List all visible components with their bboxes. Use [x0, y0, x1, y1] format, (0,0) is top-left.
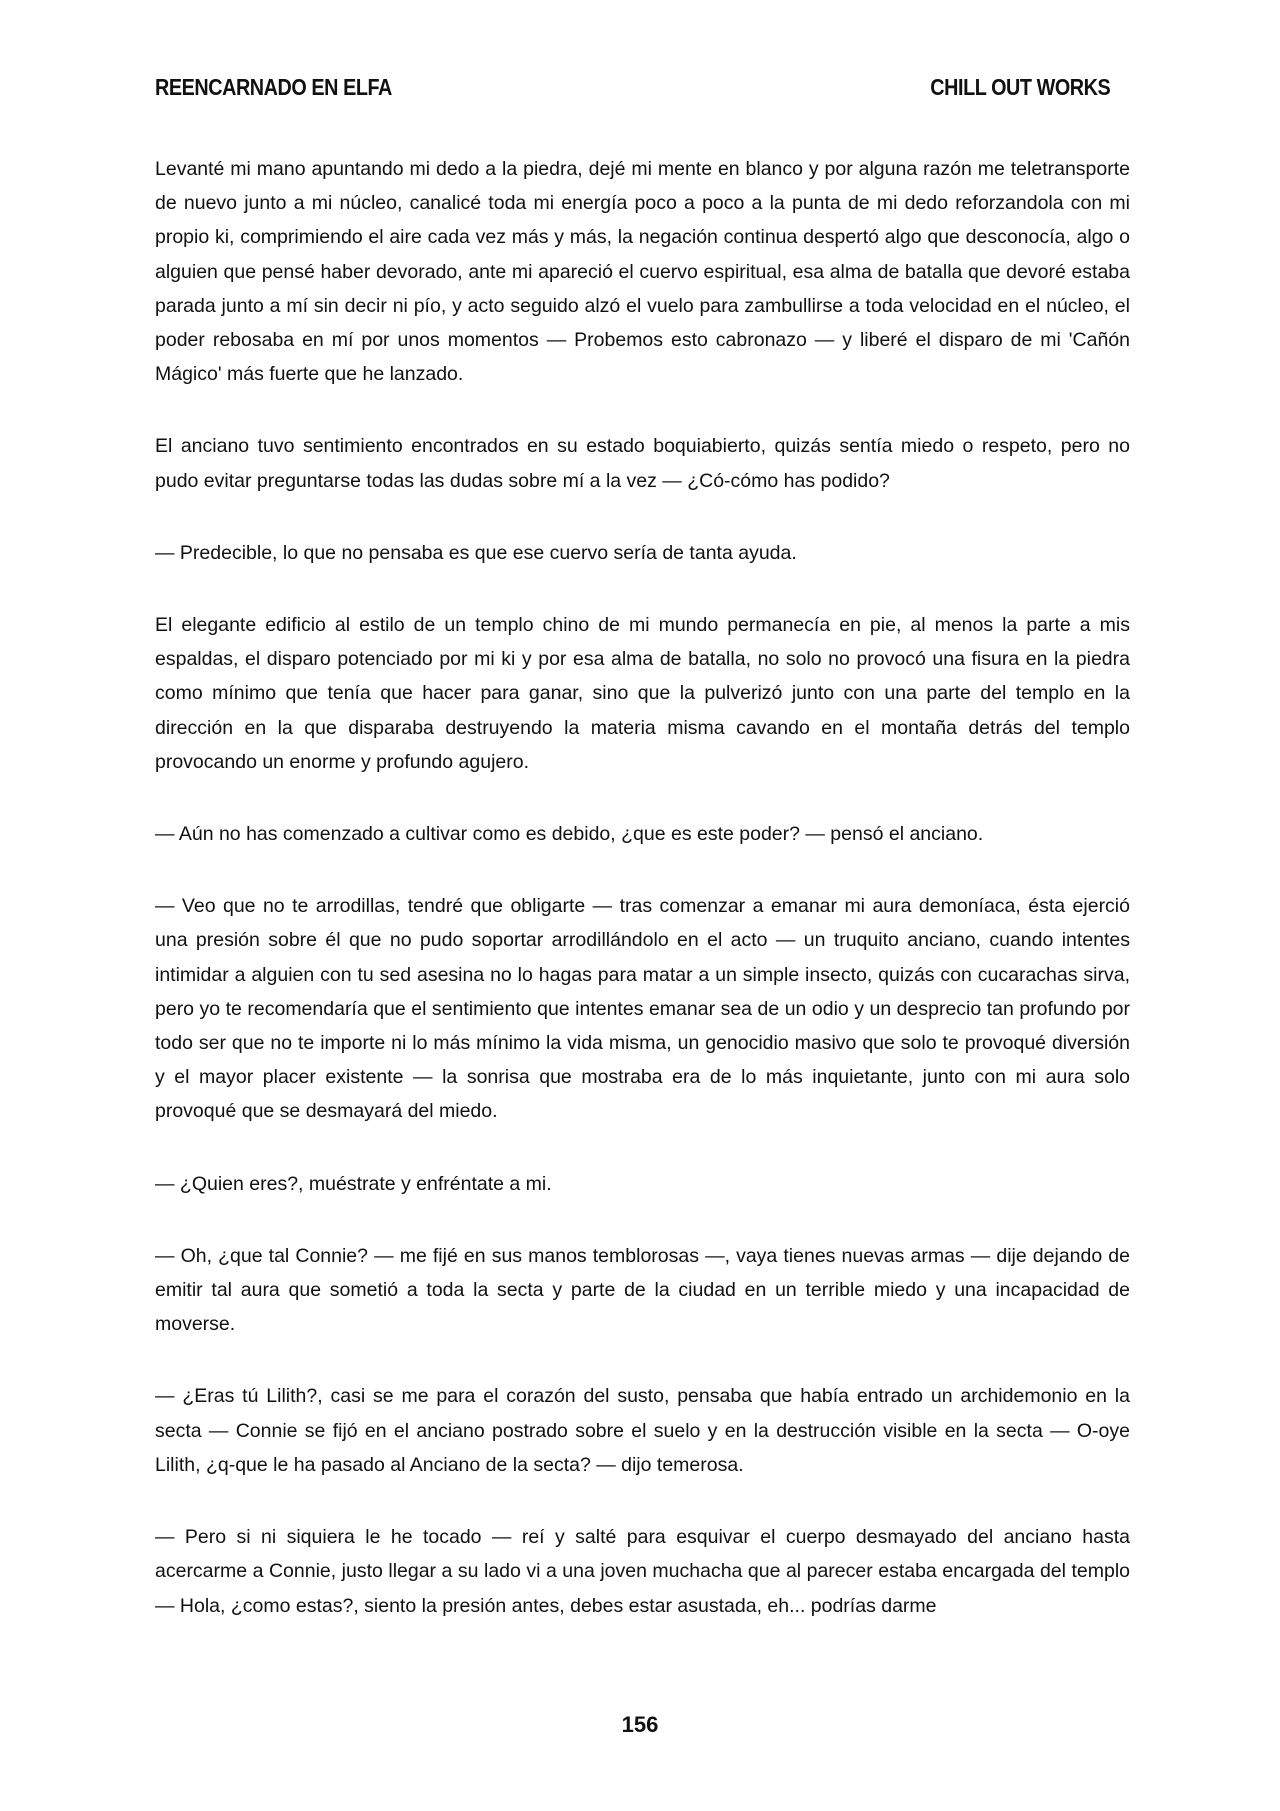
- paragraph: — Pero si ni siquiera le he tocado — reí y salté para esquivar el cuerpo desmayado del anciano hasta acercarme a Connie, justo llegar a su lado vi a una joven muchacha que al parecer estaba encargada del templo — Hola, ¿como estas?, siento la presión antes, debes estar asustada, eh... podrías darme: [155, 1526, 1130, 1617]
- paragraph: — ¿Eras tú Lilith?, casi se me para el corazón del susto, pensaba que había entrado un archidemonio en la secta — Connie se fijó en el anciano postrado sobre el suelo y en la destrucción visible en la secta — O-oye Lilith, ¿q-que le ha pasado al Anciano de la secta? — dijo temerosa.: [155, 1385, 1130, 1476]
- paragraph: Levanté mi mano apuntando mi dedo a la piedra, dejé mi mente en blanco y por alguna razón me teletransporte de nuevo junto a mi núcleo, canalicé toda mi energía poco a poco a la punta de mi dedo reforzandola con mi propio ki, comprimiendo el aire cada vez más y más, la negación continua despertó algo que desconocía, algo o alguien que pensé haber devorado, ante mi apareció el cuervo espiritual, esa alma de batalla que devoré estaba parada junto a mí sin decir ni pío, y acto seguido alzó el vuelo para zambullirse a toda velocidad en el núcleo, el poder rebosaba en mí por unos momentos — Probemos esto cabronazo — y liberé el disparo de mi 'Cañón Mágico' más fuerte que he lanzado.: [155, 158, 1130, 386]
- body-text: [155, 152, 1130, 1661]
- paragraph: — Predecible, lo que no pensaba es que ese cuervo sería de tanta ayuda.: [155, 541, 797, 564]
- paragraph: — Veo que no te arrodillas, tendré que obligarte — tras comenzar a emanar mi aura demoníaca, ésta ejerció una presión sobre él que no pudo soportar arrodillándolo en el acto — un truquito anciano, cuando intentes intimidar a alguien con tu sed asesina no lo hagas para matar a un simple insecto, quizás con cucarachas sirva, pero yo te recomendaría que el sentimiento que intentes emanar sea de un odio y un desprecio tan profundo por todo ser que no te importe ni lo más mínimo la vida misma, un genocidio masivo que solo te provoqué diversión y el mayor placer existente — la sonrisa que mostraba era de lo más inquietante, junto con mi aura solo provoqué que se desmayará del miedo.: [155, 895, 1130, 1123]
- publisher-name: CHILL OUT WORKS: [930, 74, 1110, 100]
- paragraph: — Aún no has comenzado a cultivar como es debido, ¿que es este poder? — pensó el anciano.: [155, 823, 984, 846]
- paragraph: El anciano tuvo sentimiento encontrados en su estado boquiabierto, quizás sentía miedo o respeto, pero no pudo evitar preguntarse todas las dudas sobre mí a la vez — ¿Có-cómo has podido?: [155, 435, 1130, 492]
- page-number: 156: [621, 1712, 659, 1737]
- page-header: [155, 74, 1110, 110]
- paragraph: — ¿Quien eres?, muéstrate y enfréntate a mi.: [155, 1172, 552, 1195]
- book-title: REENCARNADO EN ELFA: [155, 74, 392, 100]
- paragraph: El elegante edificio al estilo de un templo chino de mi mundo permanecía en pie, al menos la parte a mis espaldas, el disparo potenciado por mi ki y por esa alma de batalla, no solo no provocó una fisura en la piedra como mínimo que tenía que hacer para ganar, sino que la pulverizó junto con una parte del templo en la dirección en la que disparaba destruyendo la materia misma cavando en el montaña detrás del templo provocando un enorme y profundo agujero.: [155, 614, 1130, 773]
- paragraph: — Oh, ¿que tal Connie? — me fijé en sus manos temblorosas —, vaya tienes nuevas armas — dije dejando de emitir tal aura que sometió a toda la secta y parte de la ciudad en un terrible miedo y una incapacidad de moverse.: [155, 1244, 1130, 1336]
